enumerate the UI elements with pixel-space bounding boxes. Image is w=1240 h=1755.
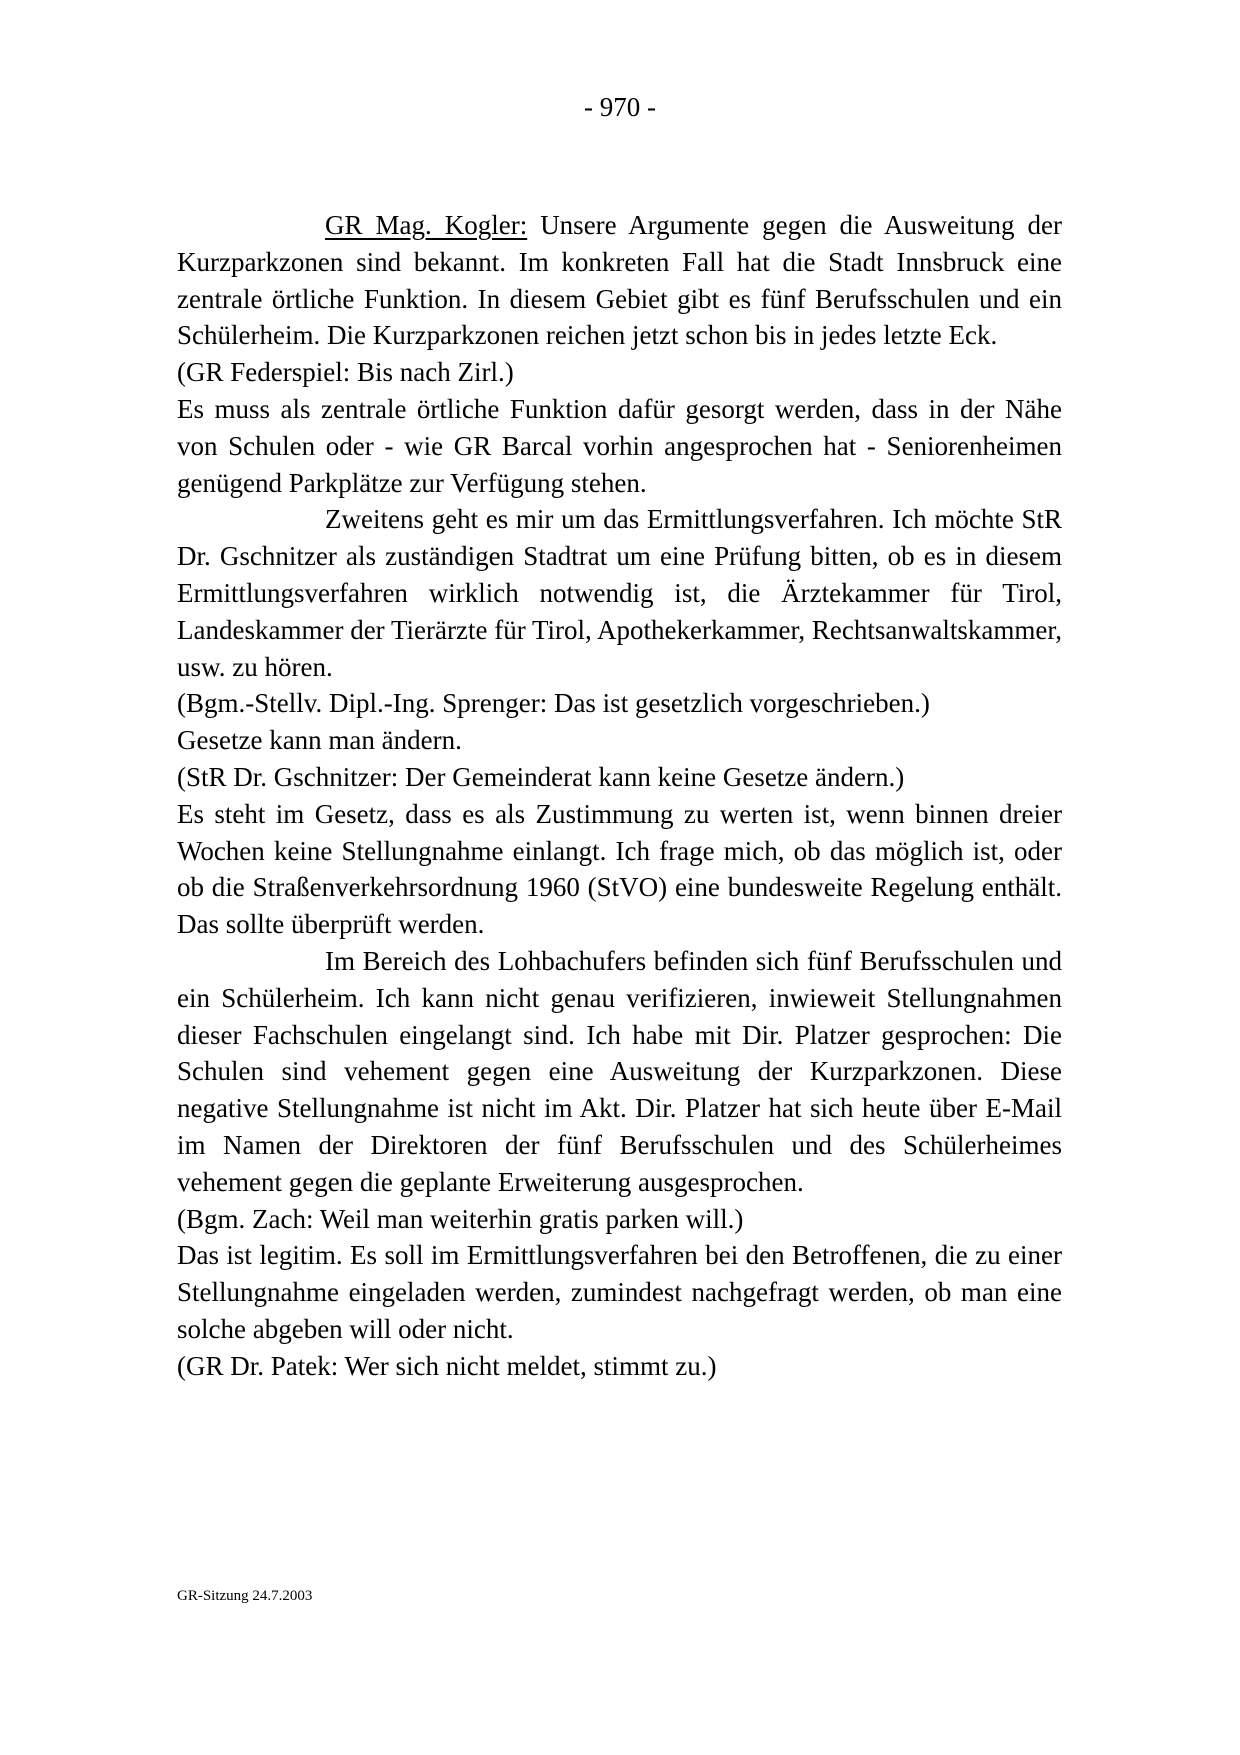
interjection: (Bgm.-Stellv. Dipl.-Ing. Sprenger: Das ist gesetzlich vorgeschrieben.) — [177, 688, 930, 719]
page-number: - 970 - — [584, 92, 656, 122]
speech-paragraph — [177, 207, 1062, 354]
speech-paragraph: Zweitens geht es mir um das Ermittlungsverfahren. Ich möchte StR Dr. Gschnitzer als zuständigen Stadtrat um eine Prüfung bitten, ob es in diesem Ermittlungsverfahren wirklich notwendig ist, die Ärztekammer für Tirol, Landeskammer der Tierärzte für Tirol, Apothekerkammer, Rechtsanwaltskammer, usw. zu hören. — [177, 504, 1062, 682]
speech-paragraph: Das ist legitim. Es soll im Ermittlungsverfahren bei den Betroffenen, die zu einer Stellungnahme eingeladen werden, zumindest nachgefragt werden, ob man eine solche abgeben will oder nicht. — [177, 1240, 1062, 1344]
speech-text: Unsere Argumente gegen die Ausweitung der Kurzparkzonen sind bekannt. Im konkreten Fall hat die Stadt Innsbruck eine zentrale örtliche Funktion. In diesem Gebiet gibt es fünf Berufsschulen und ein Schülerheim. Die Kurzparkzonen reichen jetzt schon bis in jedes letzte Eck. — [177, 210, 1062, 351]
interjection: (GR Dr. Patek: Wer sich nicht meldet, stimmt zu.) — [177, 1350, 717, 1381]
document-body — [177, 207, 1062, 1385]
footer-session-date: GR-Sitzung 24.7.2003 — [177, 1588, 313, 1604]
interjection: (Bgm. Zach: Weil man weiterhin gratis parken will.) — [177, 1203, 744, 1234]
speaker-name: GR Mag. Kogler: — [325, 210, 528, 240]
interjection: (GR Federspiel: Bis nach Zirl.) — [177, 357, 514, 388]
speech-paragraph: Im Bereich des Lohbachufers befinden sich fünf Berufsschulen und ein Schülerheim. Ich kann nicht genau verifizieren, inwieweit Stellungnahmen dieser Fachschulen eingelangt sind. Ich habe mit Dir. Platzer gesprochen: Die Schulen sind vehement gegen eine Ausweitung der Kurzparkzonen. Diese negative Stellungnahme ist nicht im Akt. Dir. Platzer hat sich heute über E-Mail im Namen der Direktoren der fünf Berufsschulen und des Schülerheimes vehement gegen die geplante Erweiterung ausgesprochen. — [177, 945, 1062, 1197]
interjection: (StR Dr. Gschnitzer: Der Gemeinderat kann keine Gesetze ändern.) — [177, 761, 905, 792]
speech-paragraph: Gesetze kann man ändern. — [177, 725, 462, 756]
speech-paragraph: Es muss als zentrale örtliche Funktion dafür gesorgt werden, dass in der Nähe von Schulen oder - wie GR Barcal vorhin angesprochen hat - Seniorenheimen genügend Parkplätze zur Verfügung stehen. — [177, 393, 1062, 498]
speech-paragraph: Es steht im Gesetz, dass es als Zustimmung zu werten ist, wenn binnen dreier Wochen keine Stellungnahme einlangt. Ich frage mich, ob das möglich ist, oder ob die Straßenverkehrsordnung 1960 (StVO) eine bundesweite Regelung enthält. Das sollte überprüft werden. — [177, 798, 1062, 940]
